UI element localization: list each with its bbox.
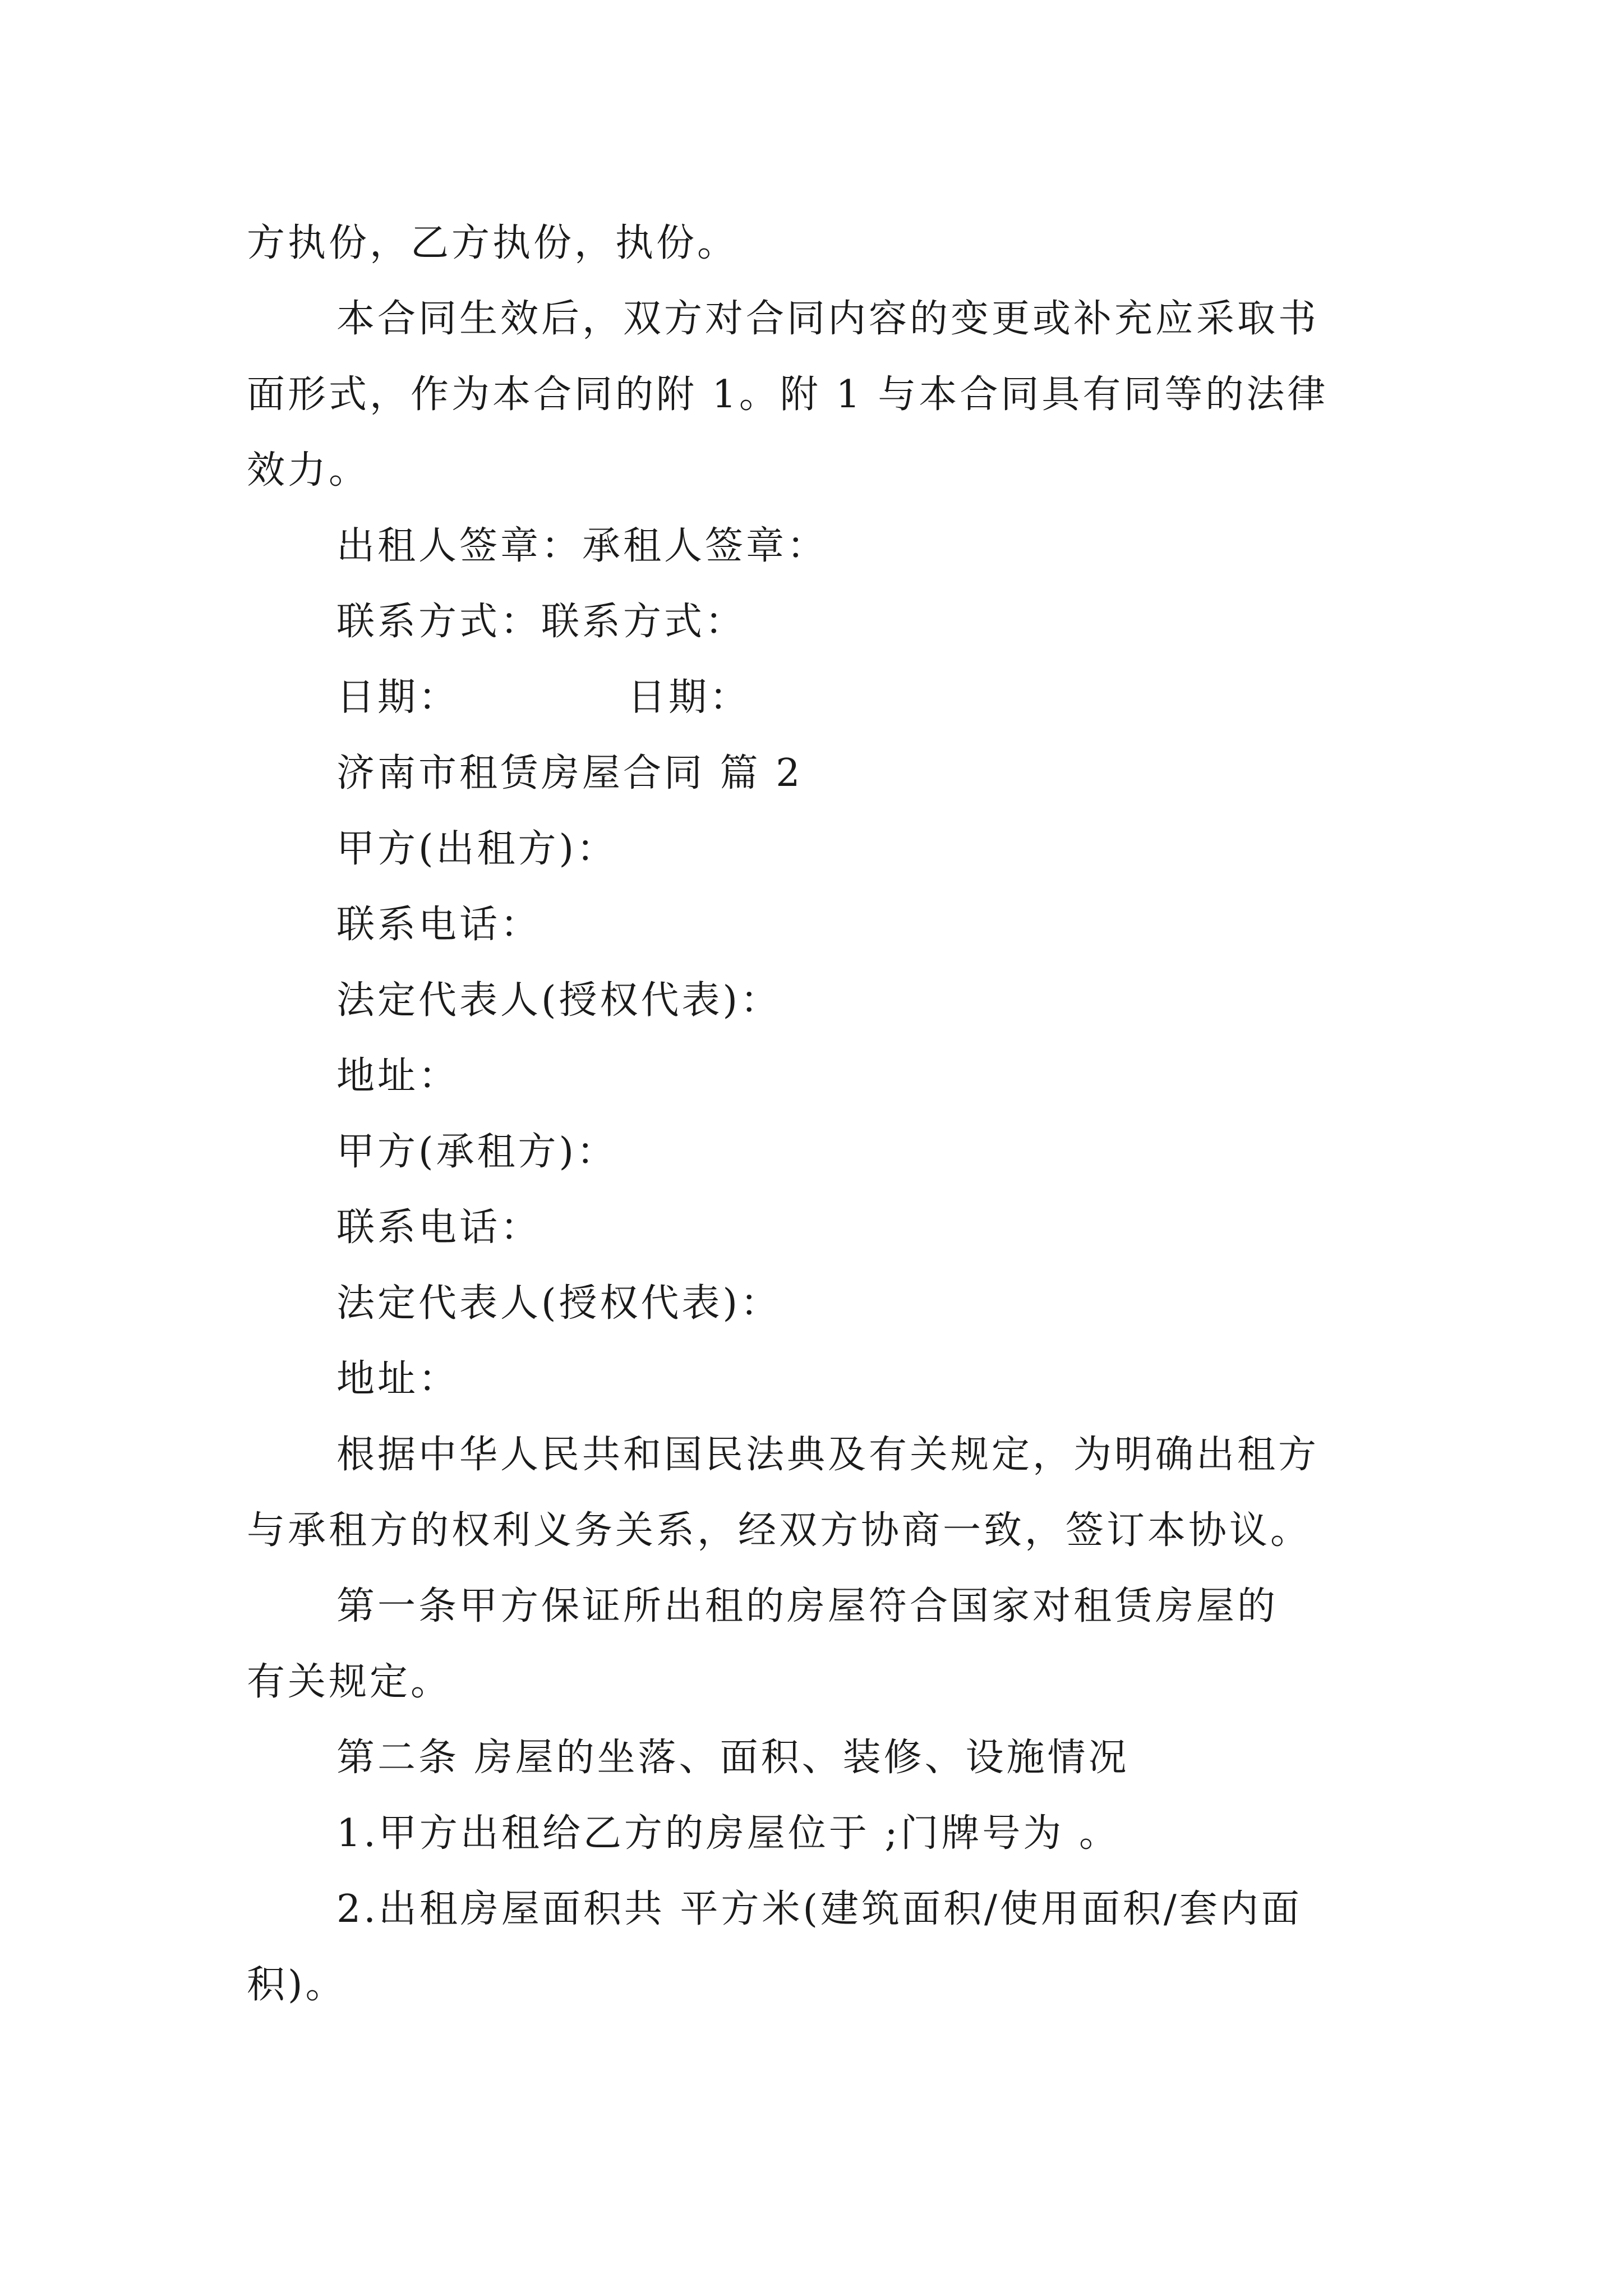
party-a-line: 甲方(出租方)：	[336, 827, 618, 871]
text-line: 积)。	[247, 1963, 347, 2007]
text-line: 有关规定。	[247, 1660, 452, 1704]
phone-line: 联系电话：	[336, 903, 542, 947]
address-line: 地址：	[336, 1357, 460, 1401]
text-line: 面形式，作为本合同的附 1。附 1 与本合同具有同等的法律	[247, 372, 1329, 417]
date-label-left: 日期：	[336, 675, 460, 720]
representative-line: 法定代表人(授权代表)：	[336, 1281, 782, 1326]
date-line	[336, 675, 751, 720]
clause-line: 1.甲方出租给乙方的房屋位于 ;门牌号为 。	[336, 1811, 1121, 1856]
address-line: 地址：	[336, 1054, 460, 1098]
section-title: 济南市租赁房屋合同 篇 2	[336, 751, 803, 795]
clause-line: 2.出租房屋面积共 平方米(建筑面积/使用面积/套内面	[336, 1887, 1302, 1931]
date-label-right: 日期：	[628, 675, 751, 720]
text-line: 方执份，乙方执份，执份。	[247, 221, 739, 265]
text-line: 本合同生效后，双方对合同内容的变更或补充应采取书	[336, 297, 1320, 341]
text-line: 与承租方的权利义务关系，经双方协商一致，签订本协议。	[247, 1508, 1312, 1553]
representative-line: 法定代表人(授权代表)：	[336, 978, 782, 1023]
text-line: 根据中华人民共和国民法典及有关规定，为明确出租方	[336, 1433, 1320, 1477]
signature-line: 出租人签章：承租人签章：	[336, 524, 828, 568]
phone-line: 联系电话：	[336, 1205, 542, 1250]
article-line: 第一条甲方保证所出租的房屋符合国家对租赁房屋的	[336, 1584, 1279, 1628]
contact-line: 联系方式：联系方式：	[336, 600, 746, 644]
party-b-line: 甲方(承租方)：	[336, 1130, 618, 1174]
text-line: 效力。	[247, 448, 370, 493]
article-line: 第二条 房屋的坐落、面积、装修、设施情况	[336, 1736, 1129, 1780]
